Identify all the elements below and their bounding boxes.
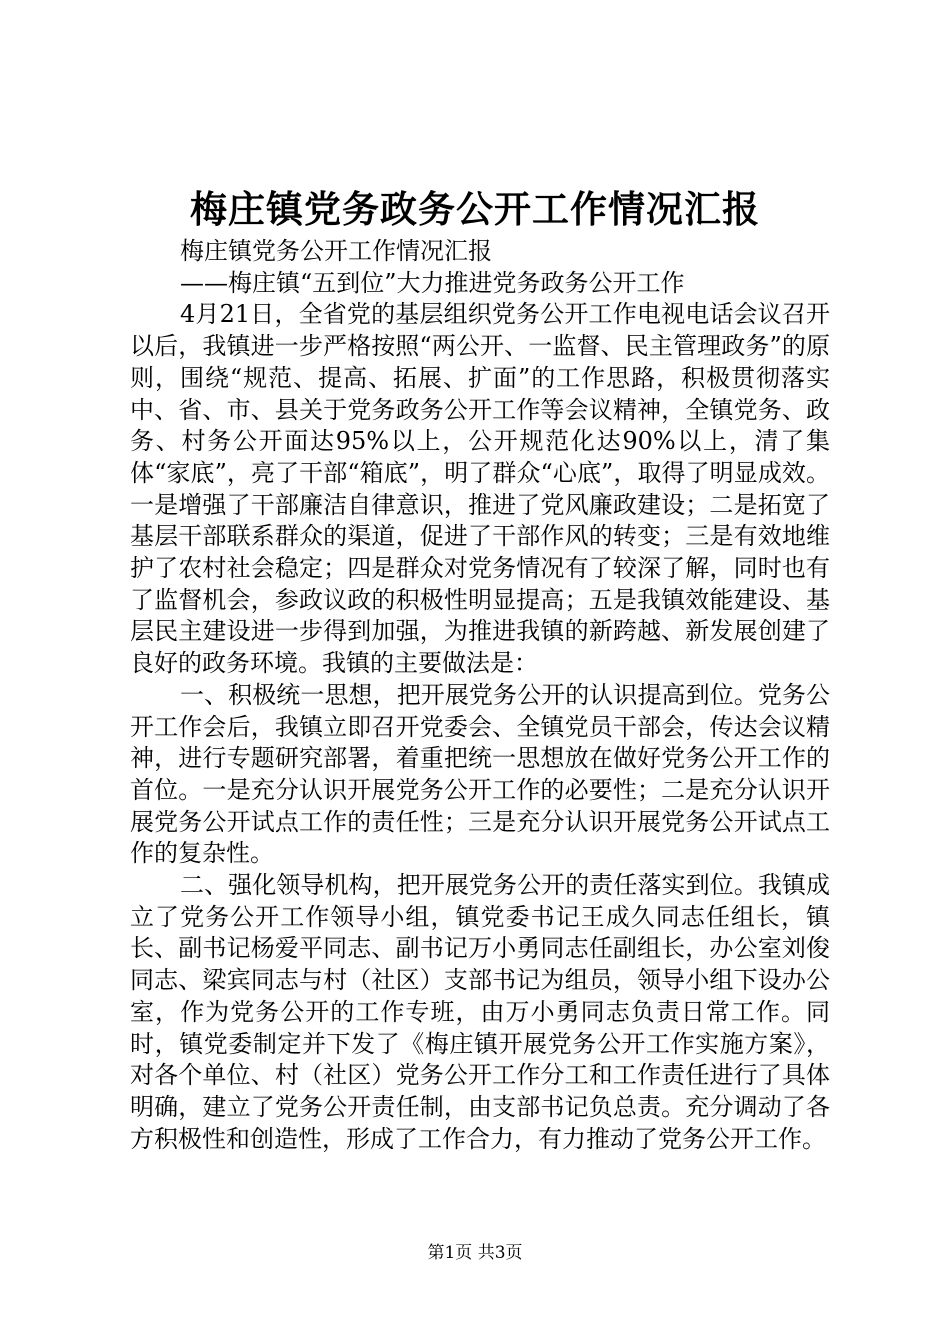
document-body xyxy=(130,236,830,1155)
document-title: 梅庄镇党务政务公开工作情况汇报 xyxy=(190,187,760,231)
paragraph: 4月21日，全省党的基层组织党务公开工作电视电话会议召开以后，我镇进一步严格按照“两公开、一监督、民主管理政务”的原则，围绕“规范、提高、拓展、扩面”的工作思路，积极贯彻落实中、省、市、县关于党务政务公开工作等会议精神，全镇党务、政务、村务公开面达95%以上，公开规范化达90%以上，清了集体“家底”，亮了干部“箱底”，明了群众“心底”，取得了明显成效。一是增强了干部廉洁自律意识，推进了党风廉政建设；二是拓宽了基层干部联系群众的渠道，促进了干部作风的转变；三是有效地维护了农村社会稳定；四是群众对党务情况有了较深了解，同时也有了监督机会，参政议政的积极性明显提高；五是我镇效能建设、基层民主建设进一步得到加强，为推进我镇的新跨越、新发展创建了良好的政务环境。我镇的主要做法是： xyxy=(130,300,830,678)
subtitle-dash-line: ——梅庄镇“五到位”大力推进党务政务公开工作 xyxy=(180,268,685,297)
page-footer: 第1页 共3页 xyxy=(427,1243,523,1263)
paragraph: 二、强化领导机构，把开展党务公开的责任落实到位。我镇成立了党务公开工作领导小组，镇党委书记王成久同志任组长，镇长、副书记杨爱平同志、副书记万小勇同志任副组长，办公室刘俊同志、梁宾同志与村（社区）支部书记为组员，领导小组下设办公室，作为党务公开的工作专班，由万小勇同志负责日常工作。同时，镇党委制定并下发了《梅庄镇开展党务公开工作实施方案》，对各个单位、村（社区）党务公开工作分工和工作责任进行了具体明确，建立了党务公开责任制，由支部书记负总责。充分调动了各方积极性和创造性，形成了工作合力，有力推动了党务公开工作。 xyxy=(130,871,830,1153)
subtitle-line: 梅庄镇党务公开工作情况汇报 xyxy=(180,237,492,265)
paragraph: 一、积极统一思想，把开展党务公开的认识提高到位。党务公开工作会后，我镇立即召开党委会、全镇党员干部会，传达会议精神，进行专题研究部署，着重把统一思想放在做好党务公开工作的首位。一是充分认识开展党务公开工作的必要性；二是充分认识开展党务公开试点工作的责任性；三是充分认识开展党务公开试点工作的复杂性。 xyxy=(130,680,830,868)
